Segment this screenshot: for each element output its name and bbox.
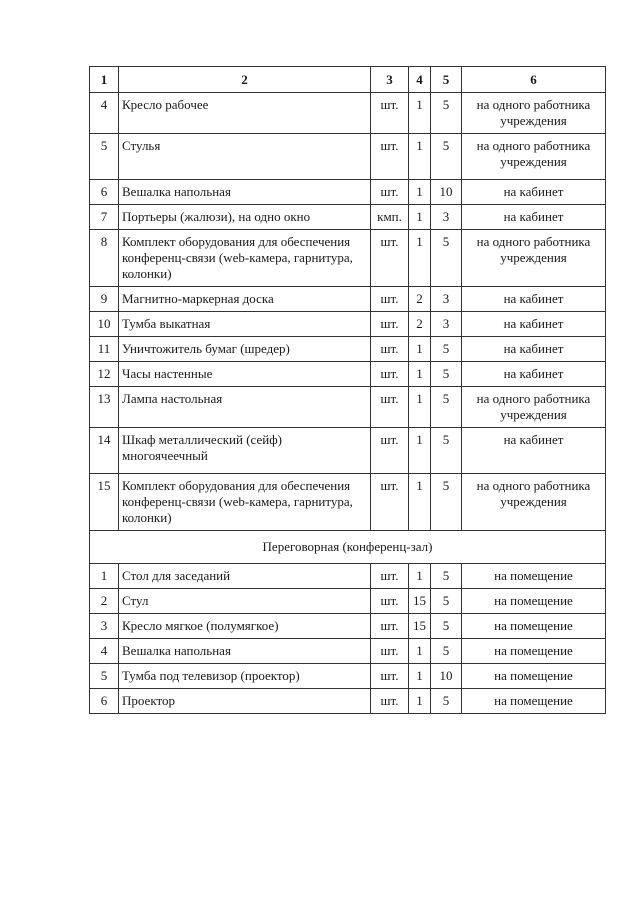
- quantity: 1: [409, 230, 431, 287]
- term: 5: [431, 689, 462, 714]
- term: 5: [431, 387, 462, 428]
- norm: на одного работника учреждения: [462, 387, 606, 428]
- quantity: 1: [409, 362, 431, 387]
- norm: на одного работника учреждения: [462, 93, 606, 134]
- norm: на помещение: [462, 689, 606, 714]
- quantity: 1: [409, 474, 431, 531]
- item-name: Стол для заседаний: [119, 564, 371, 589]
- table-row: [90, 337, 606, 362]
- norm: на помещение: [462, 664, 606, 689]
- row-number: 12: [90, 362, 119, 387]
- row-number: 14: [90, 428, 119, 474]
- quantity: 15: [409, 614, 431, 639]
- norm: на кабинет: [462, 180, 606, 205]
- row-number: 2: [90, 589, 119, 614]
- unit: шт.: [371, 312, 409, 337]
- norm: на одного работника учреждения: [462, 230, 606, 287]
- table-row: [90, 428, 606, 474]
- term: 5: [431, 428, 462, 474]
- norm: на помещение: [462, 639, 606, 664]
- table-row: [90, 287, 606, 312]
- unit: шт.: [371, 664, 409, 689]
- unit: шт.: [371, 387, 409, 428]
- item-name: Вешалка напольная: [119, 639, 371, 664]
- row-number: 5: [90, 134, 119, 180]
- item-name: Тумба под телевизор (проектор): [119, 664, 371, 689]
- quantity: 2: [409, 287, 431, 312]
- term: 5: [431, 362, 462, 387]
- quantity: 1: [409, 205, 431, 230]
- unit: шт.: [371, 689, 409, 714]
- norm: на кабинет: [462, 287, 606, 312]
- row-number: 9: [90, 287, 119, 312]
- norm: на кабинет: [462, 205, 606, 230]
- table-row: [90, 664, 606, 689]
- table-row: [90, 205, 606, 230]
- quantity: 1: [409, 134, 431, 180]
- table-row: [90, 474, 606, 531]
- item-name: Проектор: [119, 689, 371, 714]
- header-cell-quantity: 4: [409, 67, 431, 93]
- row-number: 4: [90, 639, 119, 664]
- term: 5: [431, 639, 462, 664]
- term: 5: [431, 474, 462, 531]
- norm: на помещение: [462, 564, 606, 589]
- item-name: Шкаф металлический (сейф) многоячеечный: [119, 428, 371, 474]
- table-row: [90, 689, 606, 714]
- row-number: 8: [90, 230, 119, 287]
- quantity: 1: [409, 337, 431, 362]
- unit: шт.: [371, 134, 409, 180]
- item-name: Кресло рабочее: [119, 93, 371, 134]
- item-name: Портьеры (жалюзи), на одно окно: [119, 205, 371, 230]
- quantity: 1: [409, 664, 431, 689]
- item-name: Часы настенные: [119, 362, 371, 387]
- table-row: [90, 639, 606, 664]
- unit: шт.: [371, 287, 409, 312]
- section-title: Переговорная (конференц-зал): [90, 531, 606, 564]
- table-row: [90, 312, 606, 337]
- table-row: [90, 180, 606, 205]
- row-number: 5: [90, 664, 119, 689]
- header-cell-term: 5: [431, 67, 462, 93]
- quantity: 1: [409, 689, 431, 714]
- item-name: Магнитно-маркерная доска: [119, 287, 371, 312]
- quantity: 1: [409, 387, 431, 428]
- unit: шт.: [371, 614, 409, 639]
- unit: шт.: [371, 337, 409, 362]
- quantity: 15: [409, 589, 431, 614]
- term: 5: [431, 337, 462, 362]
- row-number: 6: [90, 180, 119, 205]
- unit: шт.: [371, 428, 409, 474]
- header-cell-unit: 3: [371, 67, 409, 93]
- quantity: 1: [409, 93, 431, 134]
- term: 10: [431, 664, 462, 689]
- norm: на кабинет: [462, 362, 606, 387]
- item-name: Лампа настольная: [119, 387, 371, 428]
- unit: шт.: [371, 474, 409, 531]
- norm: на кабинет: [462, 428, 606, 474]
- norm: на одного работника учреждения: [462, 474, 606, 531]
- section-header-row: [90, 531, 606, 564]
- unit: шт.: [371, 639, 409, 664]
- unit: шт.: [371, 589, 409, 614]
- item-name: Уничтожитель бумаг (шредер): [119, 337, 371, 362]
- norm: на помещение: [462, 589, 606, 614]
- row-number: 13: [90, 387, 119, 428]
- quantity: 1: [409, 180, 431, 205]
- row-number: 11: [90, 337, 119, 362]
- table-row: [90, 134, 606, 180]
- term: 5: [431, 134, 462, 180]
- item-name: Кресло мягкое (полумягкое): [119, 614, 371, 639]
- item-name: Стул: [119, 589, 371, 614]
- term: 3: [431, 312, 462, 337]
- unit: шт.: [371, 230, 409, 287]
- row-number: 1: [90, 564, 119, 589]
- unit: шт.: [371, 180, 409, 205]
- header-row: [90, 67, 606, 93]
- unit: шт.: [371, 362, 409, 387]
- row-number: 7: [90, 205, 119, 230]
- table-row: [90, 614, 606, 639]
- norm: на кабинет: [462, 312, 606, 337]
- row-number: 3: [90, 614, 119, 639]
- norm: на помещение: [462, 614, 606, 639]
- item-name: Комплект оборудования для обеспечения конференц-связи (web-камера, гарнитура, колонки): [119, 474, 371, 531]
- quantity: 1: [409, 428, 431, 474]
- unit: шт.: [371, 564, 409, 589]
- unit: шт.: [371, 93, 409, 134]
- main-rows: [90, 93, 606, 714]
- term: 5: [431, 93, 462, 134]
- row-number: 6: [90, 689, 119, 714]
- header-cell-name: 2: [119, 67, 371, 93]
- row-number: 10: [90, 312, 119, 337]
- term: 5: [431, 230, 462, 287]
- quantity: 1: [409, 639, 431, 664]
- unit: кмп.: [371, 205, 409, 230]
- term: 3: [431, 205, 462, 230]
- term: 5: [431, 564, 462, 589]
- term: 10: [431, 180, 462, 205]
- equipment-table: [89, 66, 606, 714]
- quantity: 2: [409, 312, 431, 337]
- table-row: [90, 362, 606, 387]
- table-row: [90, 564, 606, 589]
- table-row: [90, 589, 606, 614]
- table-row: [90, 93, 606, 134]
- table-row: [90, 387, 606, 428]
- header-cell-norm: 6: [462, 67, 606, 93]
- row-number: 4: [90, 93, 119, 134]
- row-number: 15: [90, 474, 119, 531]
- quantity: 1: [409, 564, 431, 589]
- table-row: [90, 230, 606, 287]
- item-name: Вешалка напольная: [119, 180, 371, 205]
- item-name: Комплект оборудования для обеспечения конференц-связи (web-камера, гарнитура, колонки): [119, 230, 371, 287]
- term: 3: [431, 287, 462, 312]
- term: 5: [431, 589, 462, 614]
- norm: на кабинет: [462, 337, 606, 362]
- item-name: Стулья: [119, 134, 371, 180]
- header-cell-number: 1: [90, 67, 119, 93]
- term: 5: [431, 614, 462, 639]
- norm: на одного работника учреждения: [462, 134, 606, 180]
- item-name: Тумба выкатная: [119, 312, 371, 337]
